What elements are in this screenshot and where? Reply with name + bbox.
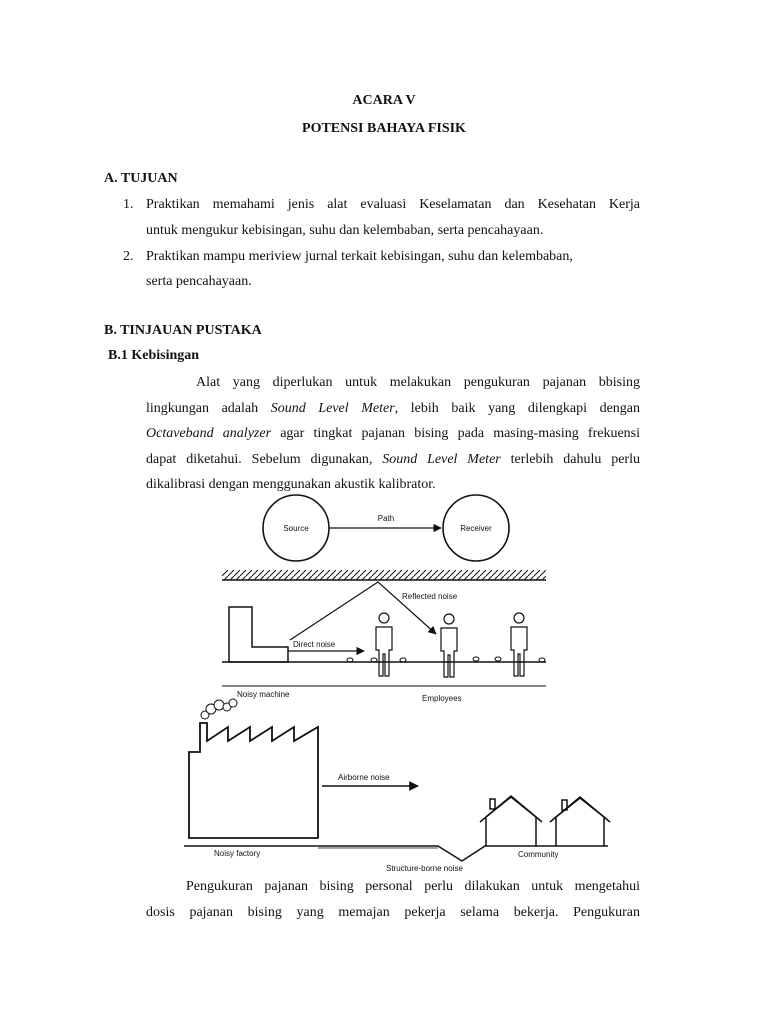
- employee-figure: [441, 614, 457, 677]
- subsection-heading: B.1 Kebisingan: [108, 348, 200, 363]
- receiver-label: Receiver: [460, 524, 492, 533]
- list-item-text: untuk mengukur kebisingan, suhu dan kelembaban, serta pencahayaan.: [146, 223, 544, 238]
- house-icon: [480, 796, 542, 846]
- house-icon: [550, 797, 610, 846]
- reflected-noise-arrow: [290, 582, 436, 640]
- paragraph-line: lingkungan adalah Sound Level Meter, lebih baik yang dilengkapi dengan: [146, 401, 641, 416]
- list-item-number: 1.: [123, 197, 134, 212]
- smoke-icon: [201, 699, 237, 719]
- ceiling-hatch: [222, 570, 546, 580]
- list-item-text: Praktikan memahami jenis alat evaluasi Keselamatan dan Kesehatan Kerja: [146, 197, 640, 212]
- paragraph-line: dosis pajanan bising yang memajan pekerja selama bekerja. Pengukuran: [146, 905, 640, 920]
- noisy-machine-shape: [229, 607, 288, 662]
- reflected-noise-label: Reflected noise: [402, 592, 458, 601]
- employees-label: Employees: [422, 694, 462, 703]
- source-label: Source: [283, 524, 309, 533]
- paragraph-line: Pengukuran pajanan bising personal perlu dilakukan untuk mengetahui: [186, 879, 640, 894]
- paragraph-line: dapat diketahui. Sebelum digunakan, Sound Level Meter terlebih dahulu perlu: [146, 452, 640, 467]
- list-item-number: 2.: [123, 249, 134, 264]
- section-a-heading: A. TUJUAN: [104, 171, 178, 186]
- path-label: Path: [377, 514, 395, 523]
- noisy-machine-label: Noisy machine: [237, 690, 290, 699]
- page-subtitle: POTENSI BAHAYA FISIK: [302, 121, 466, 136]
- list-item-text: serta pencahayaan.: [146, 274, 252, 289]
- noisy-factory-label: Noisy factory: [214, 849, 261, 858]
- community-label: Community: [518, 850, 559, 859]
- structure-borne-label: Structure-borne noise: [386, 864, 463, 873]
- page-title: ACARA V: [352, 93, 416, 108]
- paragraph-line: Octaveband analyzer agar tingkat pajanan bising pada masing-masing frekuensi: [146, 426, 641, 441]
- list-item-text: Praktikan mampu meriview jurnal terkait kebisingan, suhu dan kelembaban,: [146, 249, 573, 264]
- paragraph-line: dikalibrasi dengan menggunakan akustik kalibrator.: [146, 477, 436, 492]
- employee-figure: [376, 613, 392, 676]
- employee-figure: [511, 613, 527, 676]
- airborne-noise-label: Airborne noise: [338, 773, 390, 782]
- paragraph-line: Alat yang diperlukan untuk melakukan pengukuran pajanan bbising: [196, 375, 640, 390]
- section-b-heading: B. TINJAUAN PUSTAKA: [104, 323, 262, 338]
- direct-noise-label: Direct noise: [293, 640, 336, 649]
- factory-building: [189, 723, 318, 838]
